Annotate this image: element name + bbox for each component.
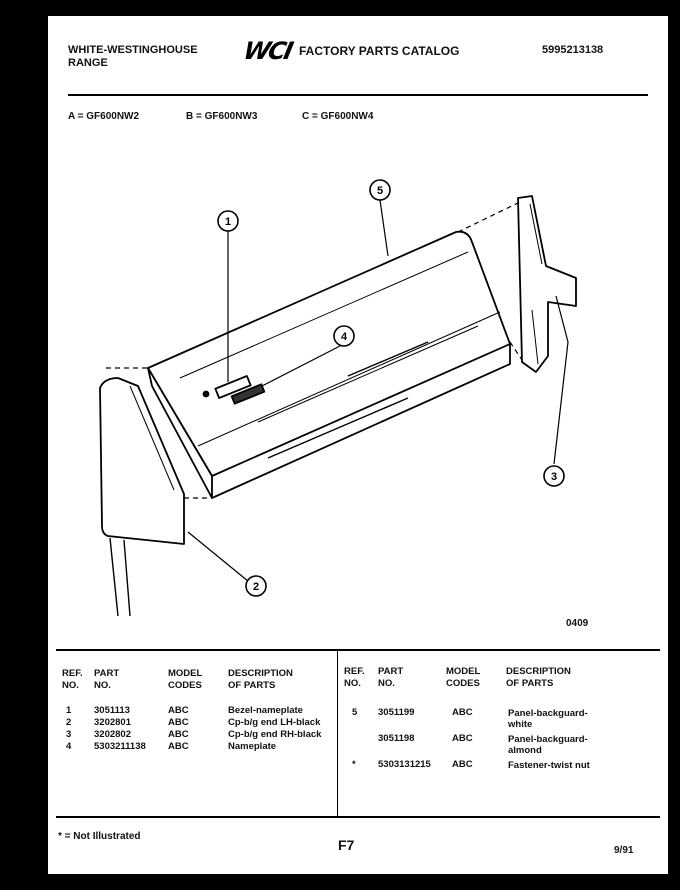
svg-text:2: 2 xyxy=(252,581,260,593)
left-header-desc: DESCRIPTION OF PARTS xyxy=(228,668,293,691)
part-no: 3051113 xyxy=(94,705,130,716)
description: Cp-b/g end LH-black xyxy=(228,717,321,728)
right-header-model: MODEL CODES xyxy=(446,666,481,689)
svg-text:4: 4 xyxy=(340,331,348,343)
model-codes: ABC xyxy=(168,705,189,716)
left-header-part: PART NO. xyxy=(94,668,120,691)
header-rule xyxy=(68,94,648,96)
svg-text:3: 3 xyxy=(550,471,558,483)
callout-5 xyxy=(370,180,390,200)
model-a: A = GF600NW2 xyxy=(68,111,140,122)
model-codes: ABC xyxy=(452,759,473,770)
ref-no: 5 xyxy=(352,707,358,718)
description: Panel-backguard- almond xyxy=(508,734,588,756)
ref-no: 2 xyxy=(66,717,72,728)
wci-logo: WCI xyxy=(241,37,294,65)
right-header-ref: REF. NO. xyxy=(344,666,365,689)
part-no: 5303131215 xyxy=(378,759,431,770)
callout-1 xyxy=(218,211,238,231)
model-codes: ABC xyxy=(168,717,189,728)
part-no: 3202801 xyxy=(94,717,131,728)
model-codes: ABC xyxy=(452,707,473,718)
model-c: C = GF600NW4 xyxy=(302,111,374,122)
figure-id: 0409 xyxy=(566,618,589,629)
catalog-title: FACTORY PARTS CATALOG xyxy=(299,44,460,58)
left-header-ref: REF. NO. xyxy=(62,668,83,691)
model-codes: ABC xyxy=(168,741,189,752)
left-header-model: MODEL CODES xyxy=(168,668,203,691)
right-header-part: PART NO. xyxy=(378,666,404,689)
description: Cp-b/g end RH-black xyxy=(228,729,322,740)
model-codes: ABC xyxy=(168,729,189,740)
ref-no: * xyxy=(352,759,356,770)
table-bottom-rule xyxy=(56,816,660,818)
exploded-parts-diagram xyxy=(48,146,668,616)
description: Fastener-twist nut xyxy=(508,760,590,771)
callout-4 xyxy=(334,326,354,346)
product-type: RANGE xyxy=(68,57,108,69)
description: Bezel-nameplate xyxy=(228,705,303,716)
brand-block xyxy=(68,44,198,70)
revision-date: 9/91 xyxy=(614,845,634,856)
part-no: 3202802 xyxy=(94,729,131,740)
panel-backguard xyxy=(148,232,510,498)
ref-no: 1 xyxy=(66,705,72,716)
svg-text:5: 5 xyxy=(376,185,384,197)
description: Panel-backguard- white xyxy=(508,708,588,730)
part-no: 3051198 xyxy=(378,733,415,744)
callout-2 xyxy=(246,576,266,596)
page-number: F7 xyxy=(338,837,355,853)
model-b: B = GF600NW3 xyxy=(186,111,258,122)
right-header-desc: DESCRIPTION OF PARTS xyxy=(506,666,571,689)
brand-name: WHITE-WESTINGHOUSE xyxy=(68,44,198,56)
catalog-number: 5995213138 xyxy=(542,44,604,56)
not-illustrated-note: * = Not Illustrated xyxy=(58,831,141,842)
table-top-rule xyxy=(56,649,660,651)
catalog-sheet xyxy=(48,16,668,874)
ref-no: 3 xyxy=(66,729,72,740)
part-no: 3051199 xyxy=(378,707,415,718)
model-codes: ABC xyxy=(452,733,473,744)
callout-3 xyxy=(544,466,564,486)
part-no: 5303211138 xyxy=(94,741,146,752)
description: Nameplate xyxy=(228,741,277,752)
ref-no: 4 xyxy=(66,741,72,752)
svg-text:1: 1 xyxy=(224,216,232,228)
table-divider xyxy=(337,651,338,817)
logo-block xyxy=(241,37,460,65)
